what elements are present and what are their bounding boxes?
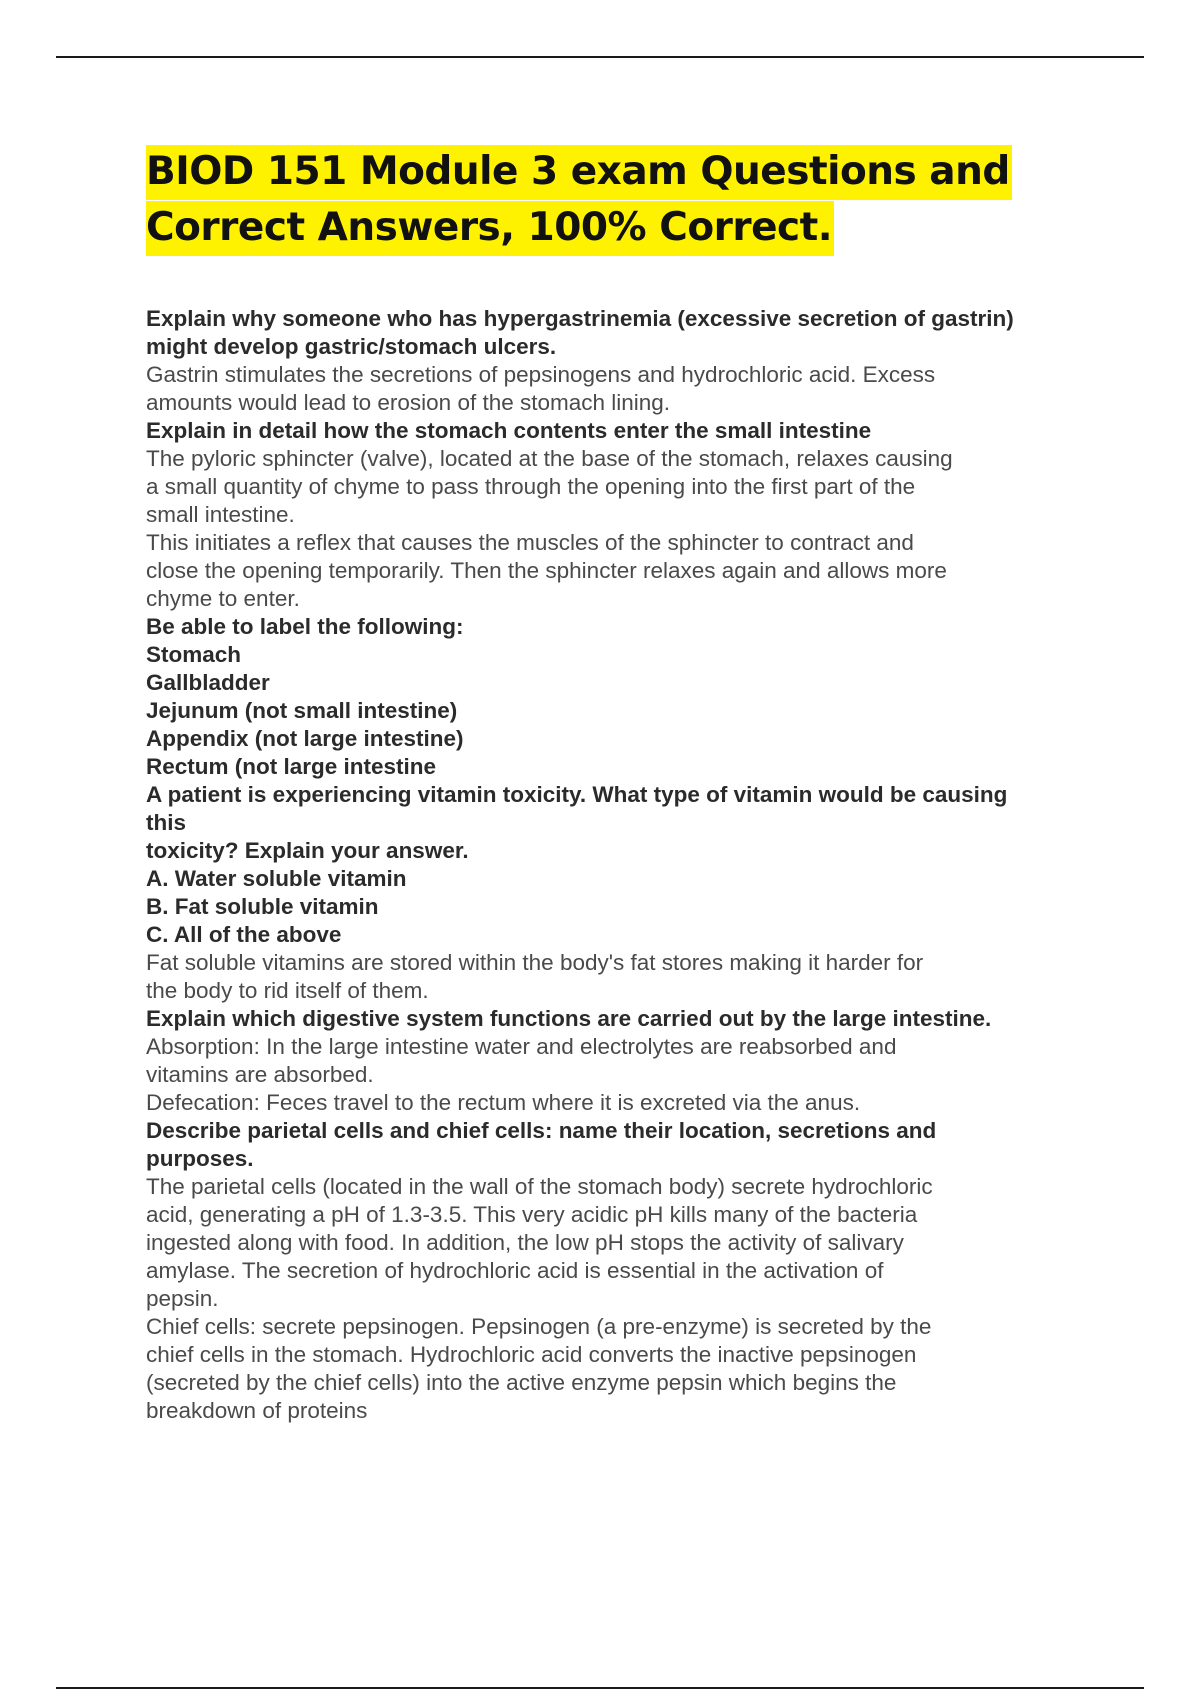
answer-line: close the opening temporarily. Then the sphincter relaxes again and allows more <box>146 558 947 583</box>
question-line: this <box>146 810 187 835</box>
answer-line: vitamins are absorbed. <box>146 1062 374 1087</box>
answer-line: The parietal cells (located in the wall of the stomach body) secrete hydrochloric <box>146 1174 933 1199</box>
answer-line: ingested along with food. In addition, the low pH stops the activity of salivary <box>146 1230 904 1255</box>
answer-line: The pyloric sphincter (valve), located at the base of the stomach, relaxes causing <box>146 446 953 471</box>
answer-line: small intestine. <box>146 502 295 527</box>
answer-line: Chief cells: secrete pepsinogen. Pepsinogen (a pre-enzyme) is secreted by the <box>146 1314 932 1339</box>
answer-line: breakdown of proteins <box>146 1398 368 1423</box>
title-line-1: BIOD 151 Module 3 exam Questions and <box>146 145 1012 200</box>
question-line: C. All of the above <box>146 922 342 947</box>
answer-line: pepsin. <box>146 1286 219 1311</box>
title-line-2: Correct Answers, 100% Correct. <box>146 201 834 256</box>
answer-line: a small quantity of chyme to pass through the opening into the first part of the <box>146 474 916 499</box>
answer-line: Defecation: Feces travel to the rectum where it is excreted via the anus. <box>146 1090 861 1115</box>
top-divider <box>56 56 1144 58</box>
answer-line: chief cells in the stomach. Hydrochloric acid converts the inactive pepsinogen <box>146 1342 917 1367</box>
answer-line: Gastrin stimulates the secretions of pepsinogens and hydrochloric acid. Excess <box>146 362 936 387</box>
answer-line: Absorption: In the large intestine water and electrolytes are reabsorbed and <box>146 1034 897 1059</box>
document-title <box>146 144 1046 256</box>
answer-line: Fat soluble vitamins are stored within the body's fat stores making it harder for <box>146 950 924 975</box>
question-line: B. Fat soluble vitamin <box>146 894 379 919</box>
question-line: Explain which digestive system functions are carried out by the large intestine. <box>146 1006 992 1031</box>
question-line: Be able to label the following: <box>146 614 464 639</box>
answer-line: This initiates a reflex that causes the muscles of the sphincter to contract and <box>146 530 914 555</box>
question-line: Appendix (not large intestine) <box>146 726 464 751</box>
question-line: Describe parietal cells and chief cells: name their location, secretions and <box>146 1118 937 1143</box>
answer-line: amylase. The secretion of hydrochloric acid is essential in the activation of <box>146 1258 884 1283</box>
question-line: toxicity? Explain your answer. <box>146 838 469 863</box>
answer-line: chyme to enter. <box>146 586 300 611</box>
answer-line: (secreted by the chief cells) into the active enzyme pepsin which begins the <box>146 1370 897 1395</box>
question-line: A patient is experiencing vitamin toxicity. What type of vitamin would be causing <box>146 782 1008 807</box>
question-line: Explain why someone who has hypergastrinemia (excessive secretion of gastrin) <box>146 306 1014 331</box>
question-line: A. Water soluble vitamin <box>146 866 407 891</box>
qa-content <box>146 305 1106 1425</box>
question-line: Explain in detail how the stomach contents enter the small intestine <box>146 418 872 443</box>
bottom-divider <box>56 1687 1144 1689</box>
question-line: Gallbladder <box>146 670 270 695</box>
question-line: Rectum (not large intestine <box>146 754 437 779</box>
question-line: Jejunum (not small intestine) <box>146 698 458 723</box>
answer-line: the body to rid itself of them. <box>146 978 429 1003</box>
answer-line: acid, generating a pH of 1.3-3.5. This very acidic pH kills many of the bacteria <box>146 1202 918 1227</box>
question-line: purposes. <box>146 1146 254 1171</box>
question-line: Stomach <box>146 642 242 667</box>
question-line: might develop gastric/stomach ulcers. <box>146 334 557 359</box>
answer-line: amounts would lead to erosion of the stomach lining. <box>146 390 671 415</box>
